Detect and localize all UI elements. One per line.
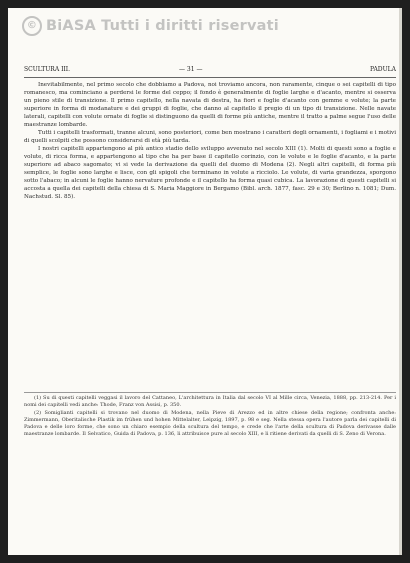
copyright-icon: © [22, 16, 42, 36]
page-edge-shadow [399, 8, 402, 555]
footnote-rule [24, 392, 396, 393]
header-left: SCULTURA III. [24, 66, 71, 73]
header-rule [24, 77, 396, 78]
footnote: (1) Su di questi capitelli veggasi il lavoro del Cattaneo, L'architettura in Italia dal secolo VI al Mille circa, Venezia, 1888, pp. 213-214. Per i nomi dei capitelli vedi anche: Thode, Franz von Assisi, p. 350. [24, 395, 396, 408]
footnotes [24, 395, 396, 439]
paragraph: Inevitabilmente, nel primo secolo che dobbiamo a Padova, noi troviamo ancora, non raramente, cinque o sei capitelli di tipo romanesco, ma cominciano a perdersi le forme del ceppo; il fondo è generalmente di foglie larghe e d'acanto, mentre si osserva un pieno stile di transizione. Il primo capitello, nella navata di destra, ha fiori e foglie d'acanto con gemme e volute; la parte superiore in forma di modanature e dei gruppi di foglie, che danno al capitello il pregio di un tipo di transizione. Nelle navate laterali, capitelli con volute ornate di foglie si distinguono da quelli di forme più antiche, mentre il tratto a palme segue l'uso delle maestranze lombarde. [24, 82, 396, 128]
paragraph: I nostri capitelli appartengono al più antico stadio dello sviluppo avvenuto nel secolo XIII (1). Molti di questi sono a foglie e volute, di ricca forma, e appartengono al tipo che ha per base il capitello corinzio, con le volute e le foglie d'acanto, e la parte superiore ad abaco sagomato; vi si vede la derivazione da quelli del duomo di Modena (2). Negli altri capitelli, di forma più semplice, le foglie sono larghe e lisce, con gli spigoli che terminano in volute a ricciolo. Le volute, di varia grandezza, sporgono sotto l'abaco; in alcuni le foglie hanno nervature profonde e il capitello ha forma quasi cubica. La lavorazione di questi capitelli si accosta a quella dei capitelli della chiesa di S. Maria Maggiore in Bergamo (Bibl. arch. 1877, fasc. 29 e 30; Berlino n. 1081; Dum. Nachstud. Sl. 85). [24, 146, 396, 200]
document-page [8, 8, 402, 555]
footnote: (2) Somiglianti capitelli si trovano nel duomo di Modena, nella Pieve di Arezzo ed in altre chiese della regione; confronta anche: Zimmermann, Oberitalische Plastik im frühen und hohen Mittelalter, Leipzig, 1897, p. 98 e seg. Nella stessa opera l'autore parla dei capitelli di Padova e delle loro forme, che sono un chiaro esempio della scultura del tempo, e crede che l'arte della scultura di Padova derivasse dalle maestranze lombarde. Il Selvatico, Guida di Padova, p. 136, li attribuisce pure al secolo XIII, e li ritiene derivati da quelli di S. Zeno di Verona. [24, 410, 396, 437]
page-number: — 31 — [179, 66, 203, 73]
paragraph: Tutti i capitelli trasformati, tranne alcuni, sono posteriori, come ben mostrano i caratteri degli ornamenti, i fogliami e i motivi di quelli scolpiti che possono considerarsi di età più tarda. [24, 130, 396, 144]
watermark [22, 16, 279, 36]
body-text [24, 81, 396, 201]
watermark-text: BiASA Tutti i diritti riservati [46, 18, 279, 34]
header-right: PADULA [369, 66, 396, 73]
running-header [24, 66, 396, 76]
